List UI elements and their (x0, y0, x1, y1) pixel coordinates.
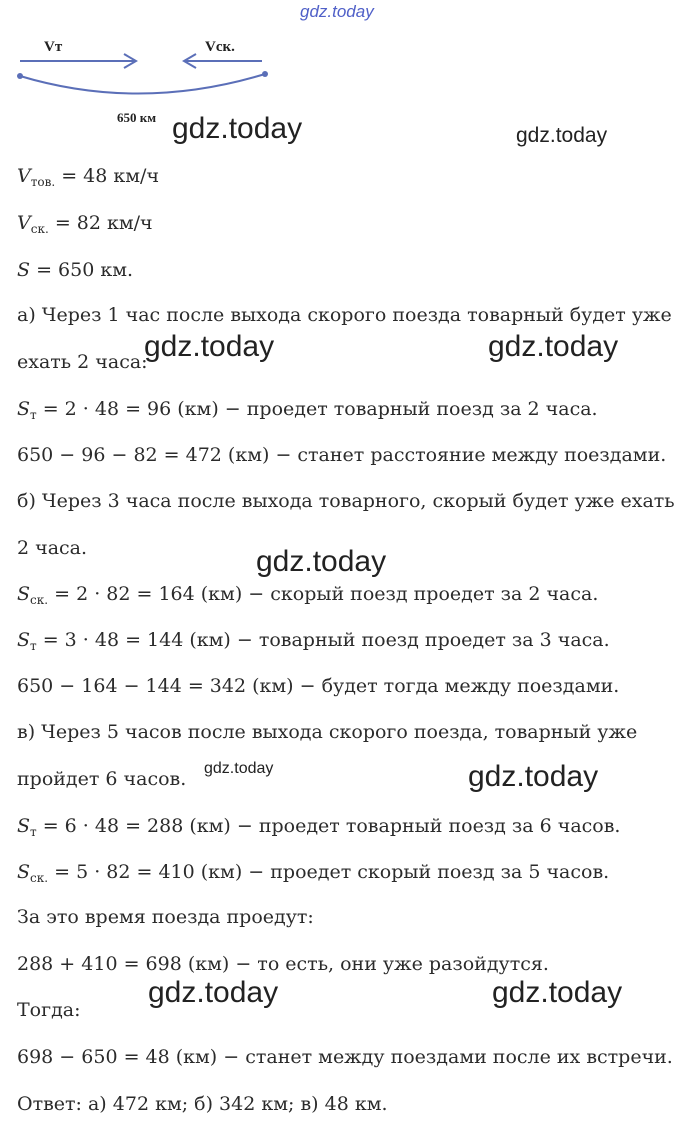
part-c-then: Тогда: (17, 999, 81, 1021)
watermark: gdz.today (516, 124, 608, 147)
part-a-intro-1: а) Через 1 час после выхода скорого поезда товарный будет уже (17, 304, 672, 326)
part-c-time-line: За это время поезда проедут: (17, 906, 314, 928)
part-b-express-distance: $S_{ск.} = 2 \cdot 82 = 164$ (км) − скорый поезд проедет за 2 часа. (17, 583, 599, 607)
part-b-result: 650 − 164 − 144 = 342 (км) − будет тогда между поездами. (17, 675, 620, 697)
answer: Ответ: а) 472 км; б) 342 км; в) 48 км. (17, 1093, 388, 1115)
watermark: gdz.today (172, 112, 303, 145)
part-c-express-distance: $S_{ск.} = 5 \cdot 82 = 410$ (км) − проедет скорый поезд за 5 часов. (17, 861, 610, 885)
part-a-result: 650 − 96 − 82 = 472 (км) − станет расстояние между поездами. (17, 444, 667, 466)
part-c-intro-1: в) Через 5 часов после выхода скорого поезда, товарный уже (17, 721, 638, 743)
part-b-freight-distance: $S_т = 3 \cdot 48 = 144$ (км) − товарный поезд проедет за 3 часа. (17, 629, 610, 653)
given-distance: S = 650 км. (17, 259, 134, 281)
part-c-intro-2: пройдет 6 часов. (17, 768, 187, 790)
vsk-label: Vск. (205, 39, 235, 55)
watermark: gdz.today (488, 330, 619, 363)
watermark: gdz.today (468, 760, 599, 793)
part-a-freight-distance: $S_т = 2 \cdot 48 = 96$ (км) − проедет товарный поезд за 2 часа. (17, 398, 598, 422)
watermark: gdz.today (148, 976, 279, 1009)
part-b-intro-1: б) Через 3 часа после выхода товарного, скорый будет уже ехать (17, 490, 675, 512)
distance-arc (20, 74, 265, 94)
given-vsk: $V_{ск.} = 82$ км/ч (17, 212, 153, 236)
distance-label: 650 км (117, 110, 157, 125)
part-c-sum: 288 + 410 = 698 (км) − то есть, они уже разойдутся. (17, 953, 549, 975)
watermark: gdz.today (300, 2, 374, 21)
watermark: gdz.today (204, 760, 274, 777)
part-b-intro-2: 2 часа. (17, 537, 88, 559)
part-a-intro-2: ехать 2 часа: (17, 351, 148, 373)
end-point (262, 71, 268, 77)
part-c-result: 698 − 650 = 48 (км) − станет между поездами после их встречи. (17, 1046, 673, 1068)
watermark: gdz.today (144, 330, 275, 363)
watermark: gdz.today (492, 976, 623, 1009)
start-point (17, 73, 23, 79)
given-vtov: $V_{тов.} = 48$ км/ч (17, 165, 160, 189)
vt-label: Vт (44, 39, 63, 55)
trains-diagram (0, 30, 300, 130)
watermark: gdz.today (256, 545, 387, 578)
part-c-freight-distance: $S_т = 6 \cdot 48 = 288$ (км) − проедет товарный поезд за 6 часов. (17, 815, 621, 839)
